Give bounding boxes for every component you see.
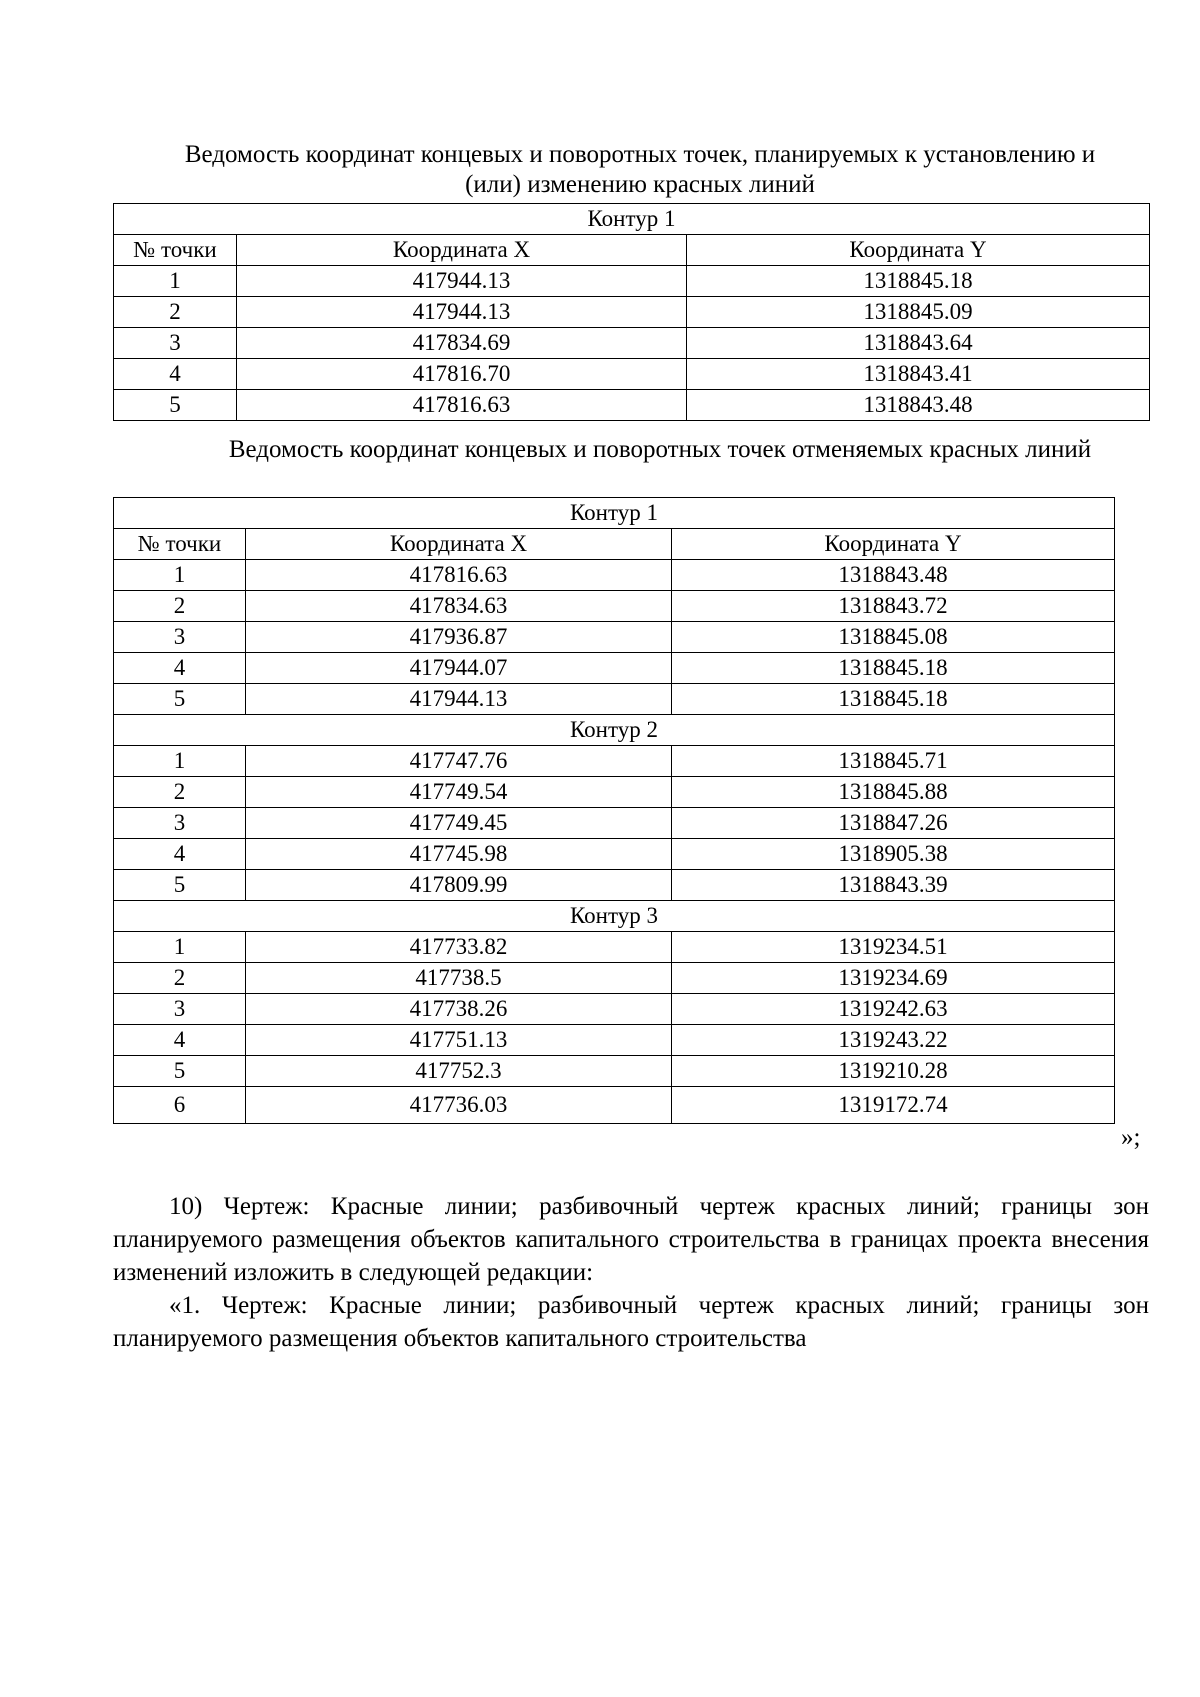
column-header-point: № точки bbox=[114, 235, 237, 266]
coordinate-x: 417936.87 bbox=[246, 622, 672, 653]
table-row bbox=[114, 808, 1115, 839]
point-number: 6 bbox=[114, 1087, 246, 1124]
coordinate-x: 417816.63 bbox=[246, 560, 672, 591]
table-row bbox=[114, 963, 1115, 994]
contour-header: Контур 2 bbox=[114, 715, 1115, 746]
table-row bbox=[114, 1025, 1115, 1056]
coordinate-y: 1318845.18 bbox=[687, 266, 1150, 297]
column-header-x: Координата X bbox=[246, 529, 672, 560]
point-number: 5 bbox=[114, 1056, 246, 1087]
point-number: 1 bbox=[114, 746, 246, 777]
coordinate-x: 417738.5 bbox=[246, 963, 672, 994]
contour-header: Контур 1 bbox=[114, 498, 1115, 529]
table2-title: Ведомость координат концевых и поворотных точек отменяемых красных линий bbox=[228, 436, 1092, 463]
table-row bbox=[114, 560, 1115, 591]
point-number: 5 bbox=[114, 390, 237, 421]
coordinate-y: 1319234.51 bbox=[672, 932, 1115, 963]
coordinate-y: 1318845.09 bbox=[687, 297, 1150, 328]
point-number: 3 bbox=[114, 808, 246, 839]
column-header-x: Координата X bbox=[237, 235, 687, 266]
column-header-y: Координата Y bbox=[672, 529, 1115, 560]
coordinate-x: 417752.3 bbox=[246, 1056, 672, 1087]
closing-quote-mark: »; bbox=[1121, 1124, 1141, 1151]
point-number: 4 bbox=[114, 839, 246, 870]
table-header-row bbox=[114, 529, 1115, 560]
coordinate-y: 1318845.18 bbox=[672, 653, 1115, 684]
red-lines-cancelled-table bbox=[113, 497, 1115, 1124]
coordinate-x: 417809.99 bbox=[246, 870, 672, 901]
point-number: 4 bbox=[114, 359, 237, 390]
paragraph-drawing-1: «1. Чертеж: Красные линии; разбивочный чертеж красных линий; границы зон планируемого размещения объектов капитального строительства bbox=[113, 1292, 1149, 1352]
coordinate-y: 1319234.69 bbox=[672, 963, 1115, 994]
coordinate-y: 1318905.38 bbox=[672, 839, 1115, 870]
table-header-row bbox=[114, 235, 1150, 266]
table-row bbox=[114, 297, 1150, 328]
table-row bbox=[114, 622, 1115, 653]
column-header-point: № точки bbox=[114, 529, 246, 560]
table-row bbox=[114, 746, 1115, 777]
coordinate-y: 1318843.48 bbox=[672, 560, 1115, 591]
table1-title: Ведомость координат концевых и поворотных точек, планируемых к установлению и (или) изменению красных линий bbox=[184, 141, 1096, 198]
coordinate-x: 417733.82 bbox=[246, 932, 672, 963]
table-row bbox=[114, 653, 1115, 684]
coordinate-x: 417816.70 bbox=[237, 359, 687, 390]
table-row bbox=[114, 777, 1115, 808]
point-number: 2 bbox=[114, 591, 246, 622]
point-number: 5 bbox=[114, 870, 246, 901]
point-number: 2 bbox=[114, 297, 237, 328]
coordinate-x: 417944.13 bbox=[246, 684, 672, 715]
point-number: 1 bbox=[114, 266, 237, 297]
coordinate-x: 417747.76 bbox=[246, 746, 672, 777]
coordinate-y: 1318843.41 bbox=[687, 359, 1150, 390]
point-number: 3 bbox=[114, 622, 246, 653]
coordinate-y: 1318845.88 bbox=[672, 777, 1115, 808]
table-row bbox=[114, 266, 1150, 297]
coordinate-y: 1318847.26 bbox=[672, 808, 1115, 839]
table-row bbox=[114, 1056, 1115, 1087]
point-number: 5 bbox=[114, 684, 246, 715]
table-row bbox=[114, 328, 1150, 359]
coordinate-x: 417944.13 bbox=[237, 266, 687, 297]
point-number: 4 bbox=[114, 1025, 246, 1056]
coordinate-y: 1319243.22 bbox=[672, 1025, 1115, 1056]
red-lines-established-table bbox=[113, 203, 1150, 421]
table-row bbox=[114, 684, 1115, 715]
table-row bbox=[114, 870, 1115, 901]
contour-header: Контур 1 bbox=[114, 204, 1150, 235]
coordinate-y: 1319242.63 bbox=[672, 994, 1115, 1025]
coordinate-y: 1318843.64 bbox=[687, 328, 1150, 359]
coordinate-y: 1318843.72 bbox=[672, 591, 1115, 622]
coordinate-y: 1318845.71 bbox=[672, 746, 1115, 777]
coordinate-x: 417944.07 bbox=[246, 653, 672, 684]
table-row bbox=[114, 1087, 1115, 1124]
coordinate-y: 1319210.28 bbox=[672, 1056, 1115, 1087]
point-number: 2 bbox=[114, 777, 246, 808]
coordinate-x: 417745.98 bbox=[246, 839, 672, 870]
coordinate-x: 417736.03 bbox=[246, 1087, 672, 1124]
coordinate-y: 1318843.48 bbox=[687, 390, 1150, 421]
coordinate-x: 417738.26 bbox=[246, 994, 672, 1025]
coordinate-y: 1318845.08 bbox=[672, 622, 1115, 653]
column-header-y: Координата Y bbox=[687, 235, 1150, 266]
coordinate-x: 417816.63 bbox=[237, 390, 687, 421]
coordinate-y: 1319172.74 bbox=[672, 1087, 1115, 1124]
coordinate-x: 417834.63 bbox=[246, 591, 672, 622]
coordinate-x: 417944.13 bbox=[237, 297, 687, 328]
table-row bbox=[114, 932, 1115, 963]
table-row bbox=[114, 839, 1115, 870]
point-number: 2 bbox=[114, 963, 246, 994]
contour-header: Контур 3 bbox=[114, 901, 1115, 932]
coordinate-x: 417834.69 bbox=[237, 328, 687, 359]
point-number: 3 bbox=[114, 994, 246, 1025]
point-number: 3 bbox=[114, 328, 237, 359]
point-number: 1 bbox=[114, 560, 246, 591]
coordinate-x: 417749.45 bbox=[246, 808, 672, 839]
table-row bbox=[114, 359, 1150, 390]
coordinate-y: 1318843.39 bbox=[672, 870, 1115, 901]
point-number: 4 bbox=[114, 653, 246, 684]
paragraph-item-10: 10) Чертеж: Красные линии; разбивочный чертеж красных линий; границы зон планируемого размещения объектов капитального строительства в границах проекта внесения изменений изложить в следующей редакции: bbox=[113, 1193, 1149, 1286]
coordinate-x: 417749.54 bbox=[246, 777, 672, 808]
coordinate-x: 417751.13 bbox=[246, 1025, 672, 1056]
table-row bbox=[114, 994, 1115, 1025]
coordinate-y: 1318845.18 bbox=[672, 684, 1115, 715]
table-row bbox=[114, 390, 1150, 421]
table-row bbox=[114, 591, 1115, 622]
point-number: 1 bbox=[114, 932, 246, 963]
